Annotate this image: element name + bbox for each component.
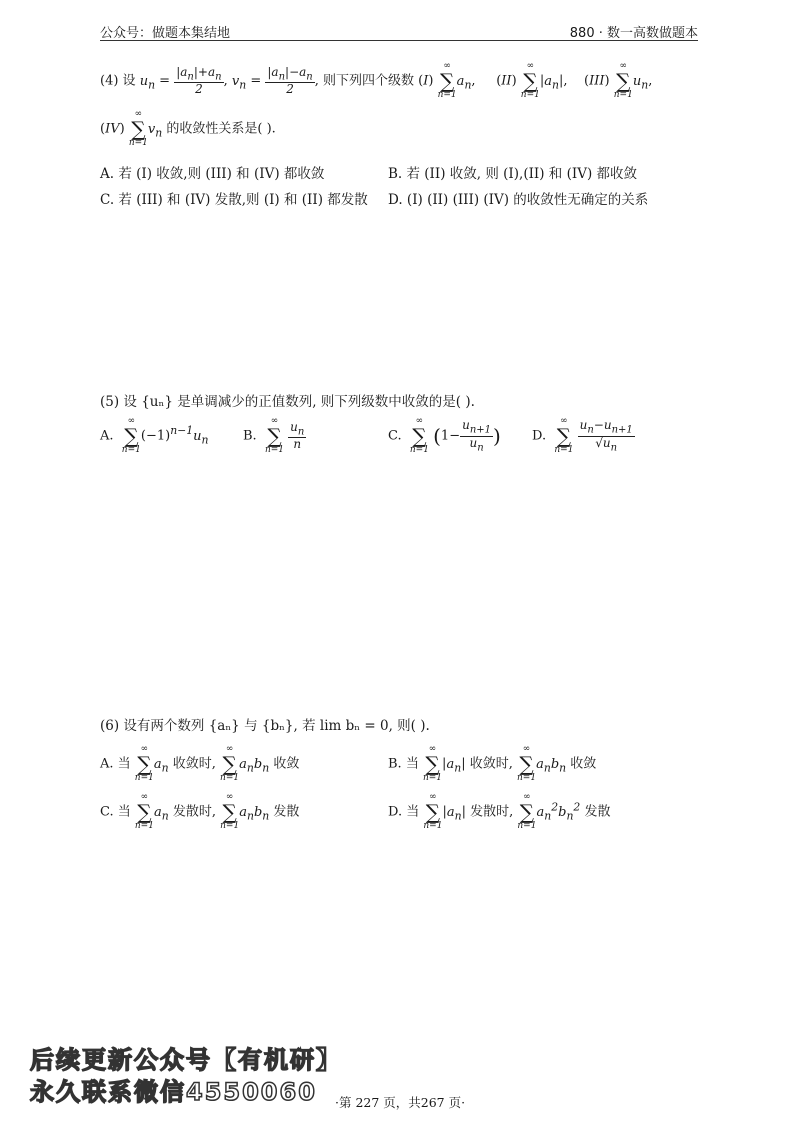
q4-option-b: B. 若 (II) 收敛, 则 (I),(II) 和 (IV) 都收敛 <box>388 166 638 182</box>
q6-option-a: A. 当 ∞ ∑ n=1 $a_n$ 收敛时, ∞ ∑ n=1 $a_nb_n$ 收敛 <box>100 744 300 783</box>
page-header <box>100 22 698 41</box>
q6-label-b: B. 当 <box>388 756 419 772</box>
q6-text-c1: 发散时, <box>172 804 216 820</box>
q5-label-d: D. <box>532 428 547 444</box>
q6-text-b1: 收敛时, <box>469 756 513 772</box>
page-footer: ·第 227 页，共267 页· <box>335 1095 466 1110</box>
q4-option-a: A. 若 (I) 收敛,则 (III) 和 (IV) 都收敛 <box>100 166 325 182</box>
q5-label-c: C. <box>388 428 402 444</box>
q6-option-d: D. 当 ∞ ∑ n=1 $|a_n|$ 发散时, ∞ ∑ n=1 $a_n^2b_n^2$ 发散 <box>388 792 611 831</box>
q5-option-b: B. ∞ ∑ n=1 $\frac{u_n}{n}$ <box>243 416 305 455</box>
q4-line2-text: 的收敛性关系是( ). <box>166 121 276 137</box>
q6-text-d1: 发散时, <box>470 804 514 820</box>
q6-text-c2: 发散 <box>273 804 300 820</box>
q6-label-a: A. 当 <box>100 756 131 772</box>
q6-text-d2: 发散 <box>584 804 611 820</box>
q6-option-c: C. 当 ∞ ∑ n=1 $a_n$ 发散时, ∞ ∑ n=1 $a_nb_n$ 发散 <box>100 792 300 831</box>
q6-text-a1: 收敛时, <box>172 756 216 772</box>
q5-stem: (5) 设 {uₙ} 是单调减少的正值数列, 则下列级数中收敛的是( ). <box>100 394 475 410</box>
q6-text-a2: 收敛 <box>273 756 300 772</box>
q5-option-a: A. ∞ ∑ n=1 $(-1)^{n-1}u_n$ <box>100 416 209 455</box>
watermark-line1: 后续更新公众号【有机研】 <box>30 1046 342 1074</box>
q5-label-b: B. <box>243 428 257 444</box>
q6-label-c: C. 当 <box>100 804 131 820</box>
header-right: 880 · 数一高数做题本 <box>569 26 698 41</box>
q4-stem-line1: (4) 设 $u_n$ = $\frac{|a_n|+a_n}{2}$ , $v_n$ = $\frac{|a_n|-a_n}{2}$ , 则下列四个级数 (I) ∞ ∑ n=1 $a_n$, (II) ∞ ∑ n=1 $|a_n|$, (III) ∞ ∑ n=1 $u_n$, <box>100 61 653 100</box>
q4-option-d: D. (I) (II) (III) (IV) 的收敛性无确定的关系 <box>388 192 649 208</box>
q5-option-d: D. ∞ ∑ n=1 $\frac{u_n-u_{n+1}}{√u_n}$ <box>532 416 633 455</box>
q5-label-a: A. <box>100 428 114 444</box>
q4-stem-line2: (IV) ∞ ∑ n=1 $v_n$ 的收敛性关系是( ). <box>100 109 276 148</box>
watermark-line2: 永久联系微信4550060 <box>30 1078 317 1106</box>
q6-text-b2: 收敛 <box>570 756 597 772</box>
header-left: 公众号：做题本集结地 <box>100 26 231 41</box>
q5-option-c: C. ∞ ∑ n=1 (1− $\frac{u_{n+1}}{u_n}$ ) <box>388 416 501 455</box>
q4-option-c: C. 若 (III) 和 (IV) 发散,则 (I) 和 (II) 都发散 <box>100 192 368 208</box>
q6-label-d: D. 当 <box>388 804 420 820</box>
q6-stem: (6) 设有两个数列 {aₙ} 与 {bₙ}, 若 lim bₙ = 0, 则( ). <box>100 718 430 734</box>
q6-option-b: B. 当 ∞ ∑ n=1 $|a_n|$ 收敛时, ∞ ∑ n=1 $a_nb_n$ 收敛 <box>388 744 597 783</box>
